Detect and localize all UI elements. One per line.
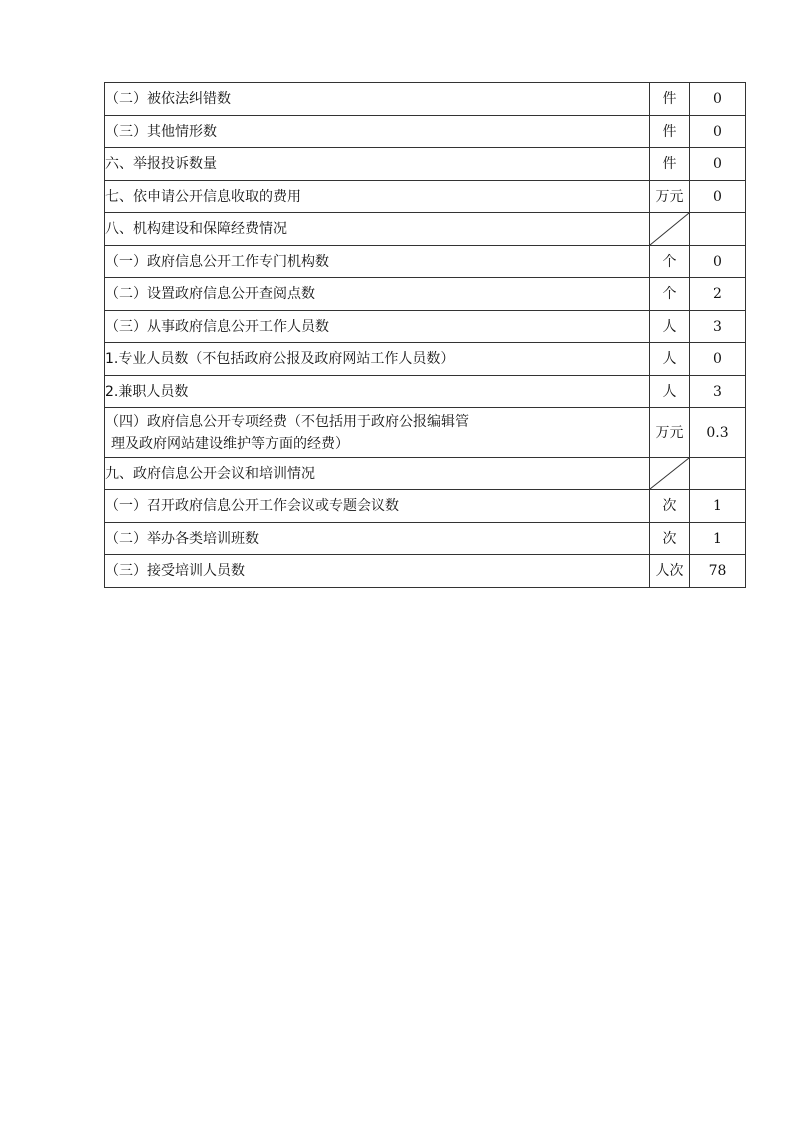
item-label: （三）其他情形数 [105,123,217,140]
value-cell [690,458,746,490]
table-row [105,181,746,213]
table-row [105,83,746,116]
value-cell: 3 [690,311,746,343]
table-row [105,490,746,523]
item-cell [105,311,650,343]
unit-cell: 万元 [650,181,690,213]
table-row [105,555,746,588]
unit-cell: 件 [650,83,690,116]
item-cell [105,458,650,490]
item-label: 六、举报投诉数量 [105,156,217,172]
item-label: （一）政府信息公开工作专门机构数 [105,253,329,270]
item-cell [105,116,650,148]
item-label: （二）举办各类培训班数 [105,530,259,547]
value-cell: 1 [690,523,746,555]
unit-cell-not-applicable [650,213,690,246]
value-cell: 3 [690,376,746,408]
unit-cell: 次 [650,490,690,523]
item-cell [105,213,650,246]
item-cell [105,181,650,213]
item-label: （三）接受培训人员数 [105,563,245,579]
value-cell [690,213,746,246]
item-label: （一）召开政府信息公开工作会议或专题会议数 [105,498,399,514]
item-label: （三）从事政府信息公开工作人员数 [105,318,329,335]
item-label: （二）被依法纠错数 [105,91,231,107]
item-cell [105,246,650,278]
table-row [105,148,746,181]
table-row [105,246,746,278]
item-label: 七、依申请公开信息收取的费用 [105,188,301,205]
diagonal-slash-icon [650,458,689,489]
table-row [105,213,746,246]
value-cell: 0 [690,181,746,213]
item-cell [105,83,650,116]
value-cell: 0 [690,148,746,181]
table-row [105,458,746,490]
table-row [105,116,746,148]
unit-cell: 人次 [650,555,690,588]
table-row [105,278,746,311]
item-cell [105,523,650,555]
unit-cell: 万元 [650,408,690,458]
item-label [105,411,485,455]
item-label: 1.专业人员数（不包括政府公报及政府网站工作人员数） [105,351,455,367]
item-label-line2: 理及政府网站建设维护等方面的经费） [111,435,349,452]
value-cell: 0 [690,83,746,116]
table-row [105,408,746,458]
statistics-table [104,82,746,588]
item-cell [105,376,650,408]
item-label: 九、政府信息公开会议和培训情况 [105,465,315,482]
unit-cell: 次 [650,523,690,555]
value-cell: 0 [690,246,746,278]
unit-cell-not-applicable [650,458,690,490]
unit-cell: 人 [650,343,690,376]
item-label: 2.兼职人员数 [105,383,189,400]
item-label-line1: （四）政府信息公开专项经费（不包括用于政府公报编辑管 [105,413,469,430]
diagonal-slash-icon [650,213,689,245]
item-label: （二）设置政府信息公开查阅点数 [105,286,315,302]
table-row [105,523,746,555]
value-cell: 1 [690,490,746,523]
unit-cell: 人 [650,376,690,408]
table-row [105,343,746,376]
item-cell [105,490,650,523]
value-cell: 0 [690,343,746,376]
unit-cell: 件 [650,148,690,181]
item-cell [105,555,650,588]
item-label: 八、机构建设和保障经费情况 [105,221,287,237]
table-row [105,376,746,408]
value-cell: 0 [690,116,746,148]
unit-cell: 个 [650,246,690,278]
unit-cell: 人 [650,311,690,343]
item-cell [105,408,650,458]
table-row [105,311,746,343]
value-cell: 0.3 [690,408,746,458]
item-cell [105,278,650,311]
table-body [105,83,746,588]
unit-cell: 个 [650,278,690,311]
unit-cell: 件 [650,116,690,148]
item-cell [105,343,650,376]
item-cell [105,148,650,181]
value-cell: 78 [690,555,746,588]
value-cell: 2 [690,278,746,311]
